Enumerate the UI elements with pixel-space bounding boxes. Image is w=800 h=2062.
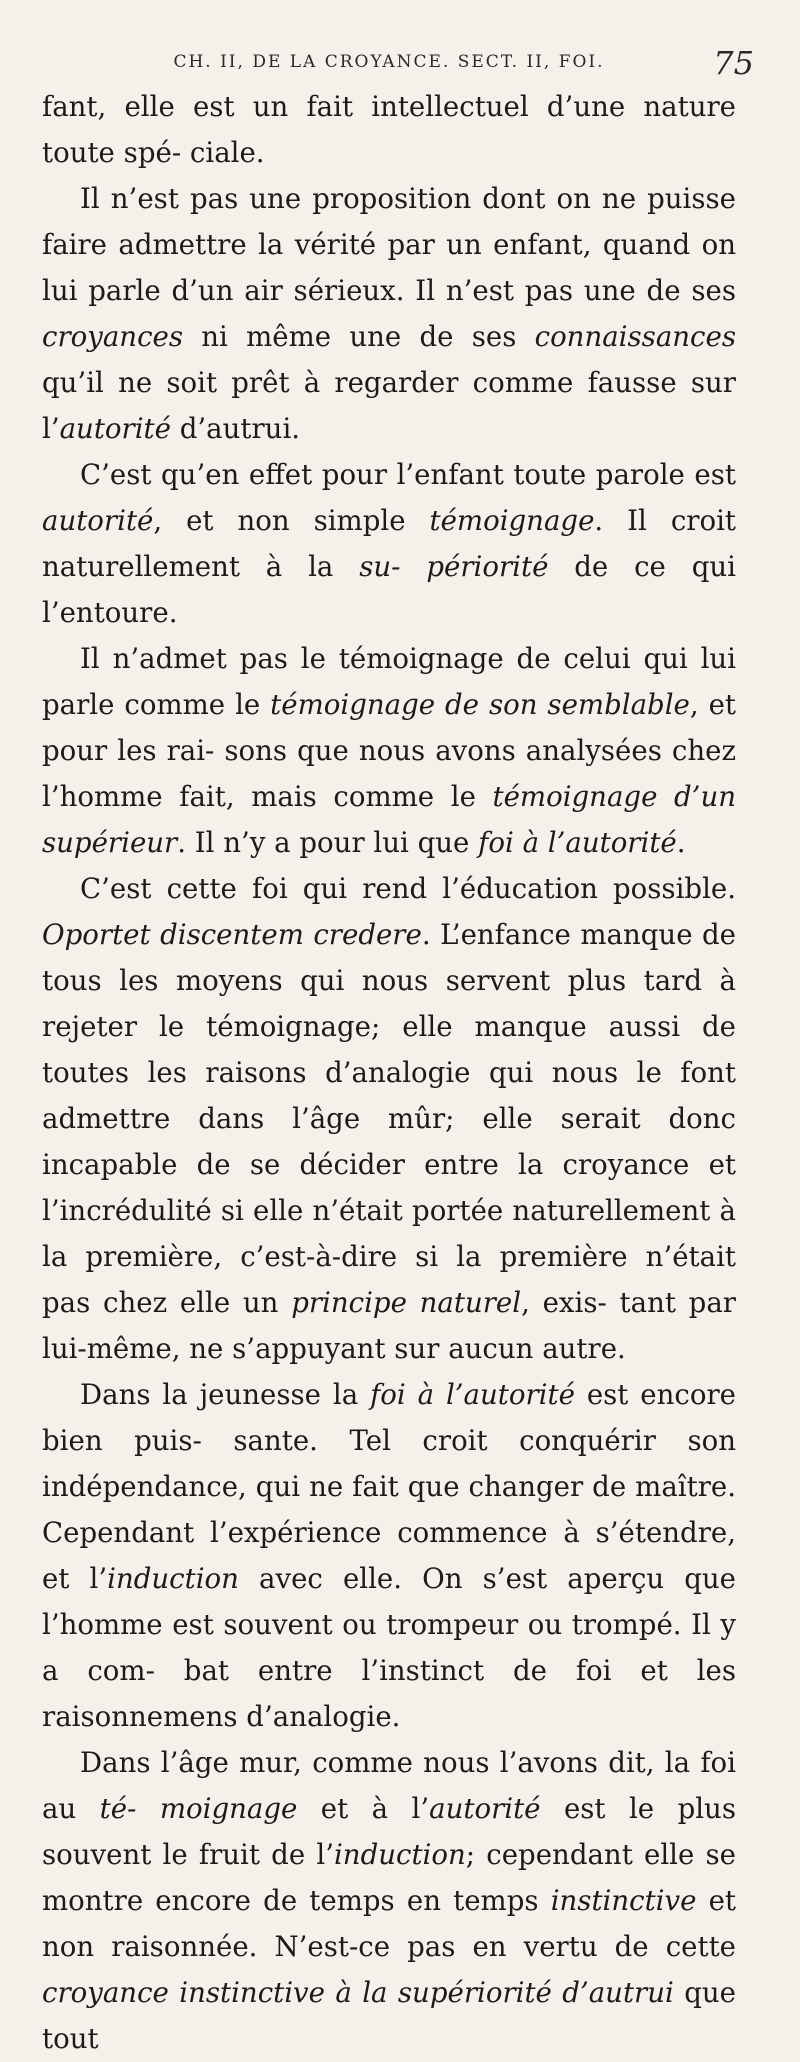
- italic-run: témoignage: [429, 504, 595, 537]
- text-run: , et non simple: [153, 504, 430, 537]
- italic-run: croyances: [42, 320, 184, 353]
- paragraph: [42, 636, 736, 866]
- italic-run: foi à l’autorité: [370, 1378, 575, 1411]
- italic-run: témoignage d’un supérieur: [42, 780, 736, 859]
- paragraph: [42, 452, 736, 636]
- text-run: Il n’est pas une proposition dont on ne puisse faire admettre la vérité par un enfant, quand on lui parle d’un air sérieux. Il n’est pas une de ses: [42, 182, 736, 307]
- text-run: , exis- tant par lui-même, ne s’appuyant sur aucun autre.: [42, 1286, 736, 1365]
- paragraph: [42, 176, 736, 452]
- italic-run: induction: [333, 1838, 466, 1871]
- text-run: . L’enfance manque de tous les moyens qui nous servent plus tard à rejeter le témoignage; elle manque aussi de toutes les raisons d’analogie qui nous le font admettre dans l’âge mûr; elle serait donc incapable de se décider entre la croyance et l’incrédulité si elle n’était portée naturellement à la première, c’est-à-dire si la première n’était pas chez elle un: [42, 918, 736, 1319]
- page-number: 75: [713, 44, 754, 82]
- italic-run: témoignage de son semblable: [270, 688, 690, 721]
- text-run: avec elle. On s’est aperçu que l’homme est souvent ou trompeur ou trompé. Il y a com- bat entre l’instinct de foi et les raisonnemens d’analogie.: [42, 1562, 736, 1733]
- text-run: . Il croit naturellement à la: [42, 504, 736, 583]
- running-title: CH. II, DE LA CROYANCE. SECT. II, FOI.: [173, 52, 605, 72]
- paragraph: [42, 1372, 736, 1740]
- paragraph: [42, 866, 736, 1372]
- paragraph: [42, 1740, 736, 2062]
- italic-run: su- périorité: [359, 550, 549, 583]
- italic-run: principe naturel: [291, 1286, 522, 1319]
- text-run: .: [676, 826, 686, 859]
- text-run: fant, elle est un fait intellectuel d’une nature toute spé- ciale.: [42, 90, 736, 169]
- text-run: ; cependant elle se montre encore de temps en temps: [42, 1838, 736, 1917]
- paragraph: [42, 84, 736, 176]
- text-run: et non raisonnée. N’est-ce pas en vertu de cette: [42, 1884, 736, 1963]
- text-run: Dans l’âge mur, comme nous l’avons dit, la foi au: [42, 1746, 736, 1825]
- italic-run: té- moignage: [99, 1792, 298, 1825]
- text-run: C’est qu’en effet pour l’enfant toute parole est: [80, 458, 736, 491]
- italic-run: croyance instinctive à la supériorité d’autrui: [42, 1976, 674, 2009]
- text-run: Il n’admet pas le témoignage de celui qui lui parle comme le: [42, 642, 736, 721]
- text-run: que tout: [42, 1976, 736, 2055]
- italic-run: induction: [107, 1562, 239, 1595]
- italic-run: autorité: [42, 504, 154, 537]
- page-body: [42, 84, 736, 2062]
- text-run: est le plus souvent le fruit de l’: [42, 1792, 736, 1871]
- text-run: qu’il ne soit prêt à regarder comme fausse sur l’: [42, 366, 736, 445]
- running-head: [42, 44, 754, 84]
- italic-run: Oportet discentem credere: [42, 918, 422, 951]
- text-run: , et pour les rai- sons que nous avons analysées chez l’homme fait, mais comme le: [42, 688, 736, 813]
- italic-run: foi à l’autorité: [478, 826, 677, 859]
- italic-run: autorité: [59, 412, 171, 445]
- text-run: C’est cette foi qui rend l’éducation possible.: [80, 872, 736, 905]
- text-run: . Il n’y a pour lui que: [177, 826, 479, 859]
- text-run: ni même une de ses: [183, 320, 535, 353]
- text-run: et à l’: [297, 1792, 430, 1825]
- text-run: d’autrui.: [170, 412, 301, 445]
- italic-run: autorité: [429, 1792, 541, 1825]
- text-run: Dans la jeunesse la: [80, 1378, 371, 1411]
- italic-run: connaissances: [534, 320, 736, 353]
- text-run: de ce qui l’entoure.: [42, 550, 736, 629]
- text-run: est encore bien puis- sante. Tel croit conquérir son indépendance, qui ne fait que changer de maître. Cependant l’expérience commence à s’étendre, et l’: [42, 1378, 736, 1595]
- italic-run: instinctive: [550, 1884, 697, 1917]
